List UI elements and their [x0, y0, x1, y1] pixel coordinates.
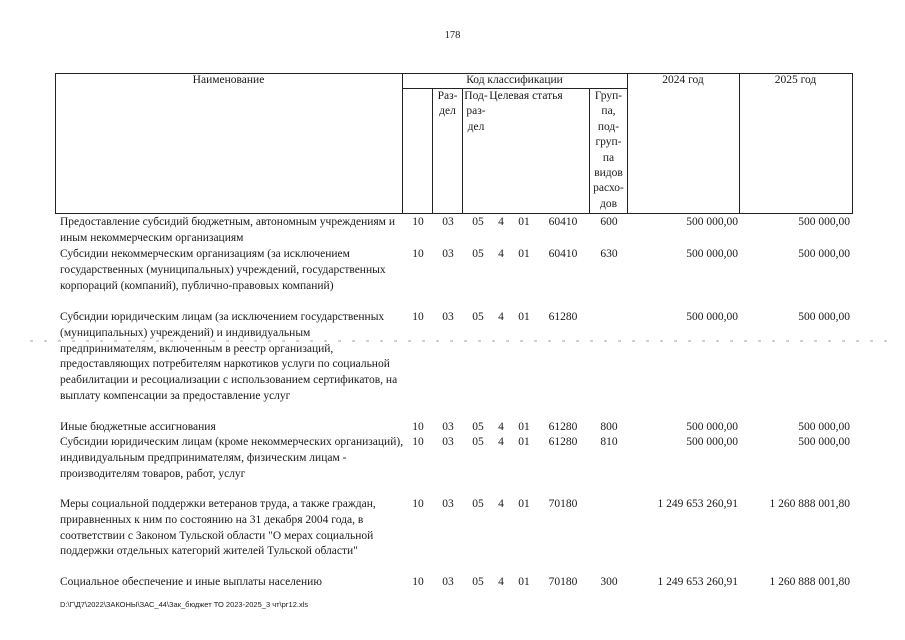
- row-target-3: 01: [518, 248, 530, 260]
- row-amount-2024: 500 000,00: [686, 311, 738, 323]
- row-target-2: 4: [498, 498, 504, 510]
- group-col-divider: [627, 73, 628, 213]
- row-group: 630: [600, 248, 618, 260]
- table-header: [55, 73, 853, 213]
- row-name: Субсидии юридическим лицам (за исключением государственных (муниципальных) учреждений) и индивидуальным предпринимателям, включенным в реестр организаций, предоставляющих потребителям наркотиков услуги по социальной реабилитации и ресоциализации с использованием сертификатов, на выплату компенсации за предоставление услуг: [60, 311, 398, 402]
- row-amount-2024: 500 000,00: [686, 248, 738, 260]
- page-number: 178: [444, 30, 461, 41]
- row-name: Субсидии некоммерческим организациям (за исключением государственных (муниципальных) учреждений, государственных корпораций (компаний), публично-правовых компаний): [60, 248, 386, 292]
- row-razdel: 10: [412, 216, 424, 228]
- row-podrazdel: 03: [442, 311, 454, 323]
- name-col-divider: [402, 73, 403, 213]
- row-target-3: 01: [518, 216, 530, 228]
- row-podrazdel: 03: [442, 498, 454, 510]
- row-target-4: 60410: [548, 248, 578, 260]
- header-name: Наименование: [192, 74, 265, 86]
- row-amount-2025: 500 000,00: [798, 421, 850, 433]
- row-target-3: 01: [518, 421, 530, 433]
- row-razdel: 10: [412, 248, 424, 260]
- row-name: Субсидии юридическим лицам (кроме некоммерческих организаций), индивидуальным предпринимателям, физическим лицам - производителям товаров, работ, услуг: [60, 436, 404, 480]
- file-path-footer: D:\Г\Д7\2022\ЗАКОНЫ\ЗАС_44\Зак_бюджет ТО 2023-2025_3 чт\рг12.xls: [60, 600, 309, 609]
- row-target-4: 70180: [548, 576, 578, 588]
- row-target-1: 05: [472, 576, 484, 588]
- row-podrazdel: 03: [442, 421, 454, 433]
- row-amount-2025: 500 000,00: [798, 436, 850, 448]
- row-amount-2024: 500 000,00: [686, 436, 738, 448]
- header-target: Целевая статья: [489, 90, 563, 102]
- header-group: Груп- па, под- груп- па видов расхо- дов: [593, 90, 624, 210]
- row-podrazdel: 03: [442, 216, 454, 228]
- row-amount-2024: 500 000,00: [686, 216, 738, 228]
- header-left-border: [55, 73, 56, 213]
- row-amount-2025: 500 000,00: [798, 216, 850, 228]
- row-amount-2025: 500 000,00: [798, 311, 850, 323]
- scan-artifact-line: [30, 340, 890, 342]
- row-group: 300: [600, 576, 618, 588]
- row-target-1: 05: [472, 248, 484, 260]
- row-target-2: 4: [498, 311, 504, 323]
- row-amount-2024: 500 000,00: [686, 421, 738, 433]
- row-razdel: 10: [412, 498, 424, 510]
- row-target-3: 01: [518, 498, 530, 510]
- row-amount-2024: 1 249 653 260,91: [657, 498, 738, 510]
- header-podrazdel: Под- раз- дел: [464, 90, 488, 133]
- header-code: Код классификации: [466, 74, 563, 86]
- row-target-2: 4: [498, 436, 504, 448]
- row-target-2: 4: [498, 248, 504, 260]
- row-amount-2025: 1 260 888 001,80: [769, 498, 850, 510]
- header-year-2024: 2024 год: [662, 74, 704, 86]
- row-target-4: 60410: [548, 216, 578, 228]
- row-name: Предоставление субсидий бюджетным, автономным учреждениям и иным некоммерческим организациям: [60, 216, 395, 244]
- row-target-4: 61280: [548, 436, 578, 448]
- row-target-4: 61280: [548, 311, 578, 323]
- header-right-border: [852, 73, 853, 213]
- row-target-3: 01: [518, 311, 530, 323]
- row-group: 810: [600, 436, 618, 448]
- row-target-2: 4: [498, 421, 504, 433]
- row-podrazdel: 03: [442, 576, 454, 588]
- row-group: 600: [600, 216, 618, 228]
- row-target-4: 61280: [548, 421, 578, 433]
- row-target-1: 05: [472, 436, 484, 448]
- row-name: Иные бюджетные ассигнования: [60, 421, 216, 433]
- header-bottom-border: [55, 213, 853, 214]
- header-razdel: Раз- дел: [437, 90, 458, 118]
- row-target-3: 01: [518, 576, 530, 588]
- row-target-3: 01: [518, 436, 530, 448]
- row-target-1: 05: [472, 498, 484, 510]
- row-razdel: 10: [412, 576, 424, 588]
- row-group: 800: [600, 421, 618, 433]
- row-target-4: 70180: [548, 498, 578, 510]
- row-name: Социальное обеспечение и иные выплаты населению: [60, 576, 322, 588]
- row-target-1: 05: [472, 421, 484, 433]
- row-amount-2025: 500 000,00: [798, 248, 850, 260]
- row-target-1: 05: [472, 311, 484, 323]
- row-amount-2025: 1 260 888 001,80: [769, 576, 850, 588]
- row-podrazdel: 03: [442, 248, 454, 260]
- row-razdel: 10: [412, 311, 424, 323]
- row-podrazdel: 03: [442, 436, 454, 448]
- row-razdel: 10: [412, 436, 424, 448]
- row-name: Меры социальной поддержки ветеранов труда, а также граждан, приравненных к ним по состоянию на 31 декабря 2004 года, в соответствии с Законом Тульской области "О мерах социальной поддержки отдельных категорий жителей Тульской области": [60, 498, 376, 558]
- row-target-2: 4: [498, 576, 504, 588]
- row-razdel: 10: [412, 421, 424, 433]
- year-col-divider: [739, 73, 740, 213]
- header-year-2025: 2025 год: [774, 74, 817, 86]
- row-amount-2024: 1 249 653 260,91: [657, 576, 738, 588]
- row-target-1: 05: [472, 216, 484, 228]
- row-target-2: 4: [498, 216, 504, 228]
